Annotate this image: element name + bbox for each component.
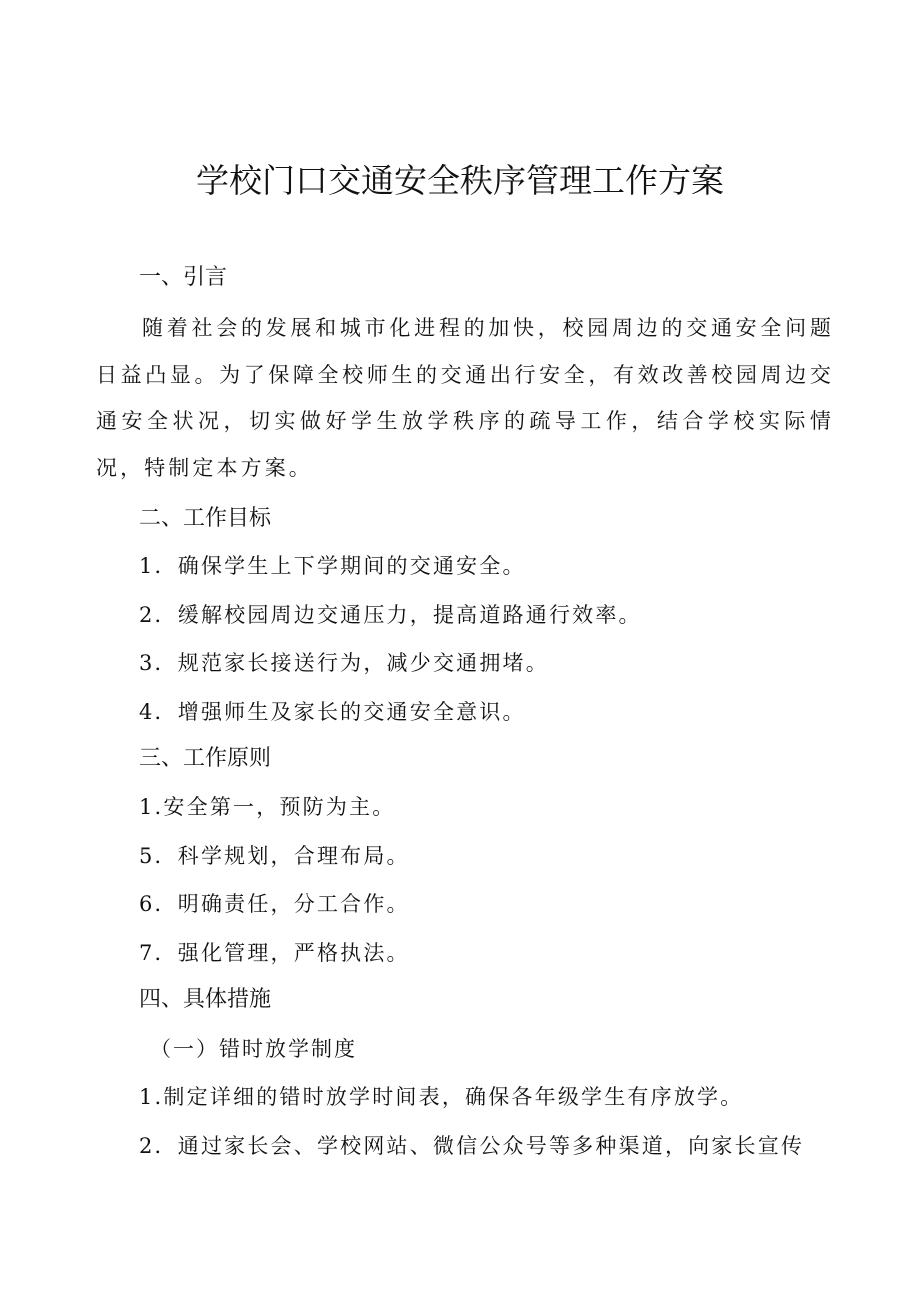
document-title: 学校门口交通安全秩序管理工作方案 <box>196 161 724 200</box>
principle-item-5: 5．科学规划，合理布局。 <box>139 844 410 868</box>
goal-item-3: 3．规范家长接送行为，减少交通拥堵。 <box>139 651 549 675</box>
section-heading-measures: 四、具体措施 <box>139 987 272 1012</box>
goal-item-2: 2．缓解校园周边交通压力，提高道路通行效率。 <box>139 603 642 627</box>
section-heading-principles: 三、工作原则 <box>139 746 272 771</box>
intro-paragraph: 随着社会的发展和城市化进程的加快，校园周边的交通安全问题日益凸显。为了保障全校师生的交通出行安全，有效改善校园周边交通安全状况，切实做好学生放学秩序的疏导工作，结合学校实际情况，特制定本方案。 <box>96 316 834 480</box>
goal-item-4: 4．增强师生及家长的交通安全意识。 <box>139 700 526 724</box>
measure-item-1: 1.制定详细的错时放学时间表，确保各年级学生有序放学。 <box>139 1085 744 1109</box>
principle-item-6: 6．明确责任，分工合作。 <box>139 892 410 916</box>
section-heading-intro: 一、引言 <box>139 265 228 290</box>
measure-item-2: 2．通过家长会、学校网站、微信公众号等多种渠道，向家长宣传 <box>139 1134 805 1158</box>
section-heading-goals: 二、工作目标 <box>139 506 272 531</box>
goal-item-1: 1．确保学生上下学期间的交通安全。 <box>139 554 526 578</box>
principle-item-1: 1.安全第一，预防为主。 <box>139 795 396 819</box>
principle-item-7: 7．强化管理，严格执法。 <box>139 941 410 965</box>
measures-subheading-staggered-dismissal: （一）错时放学制度 <box>150 1037 357 1061</box>
